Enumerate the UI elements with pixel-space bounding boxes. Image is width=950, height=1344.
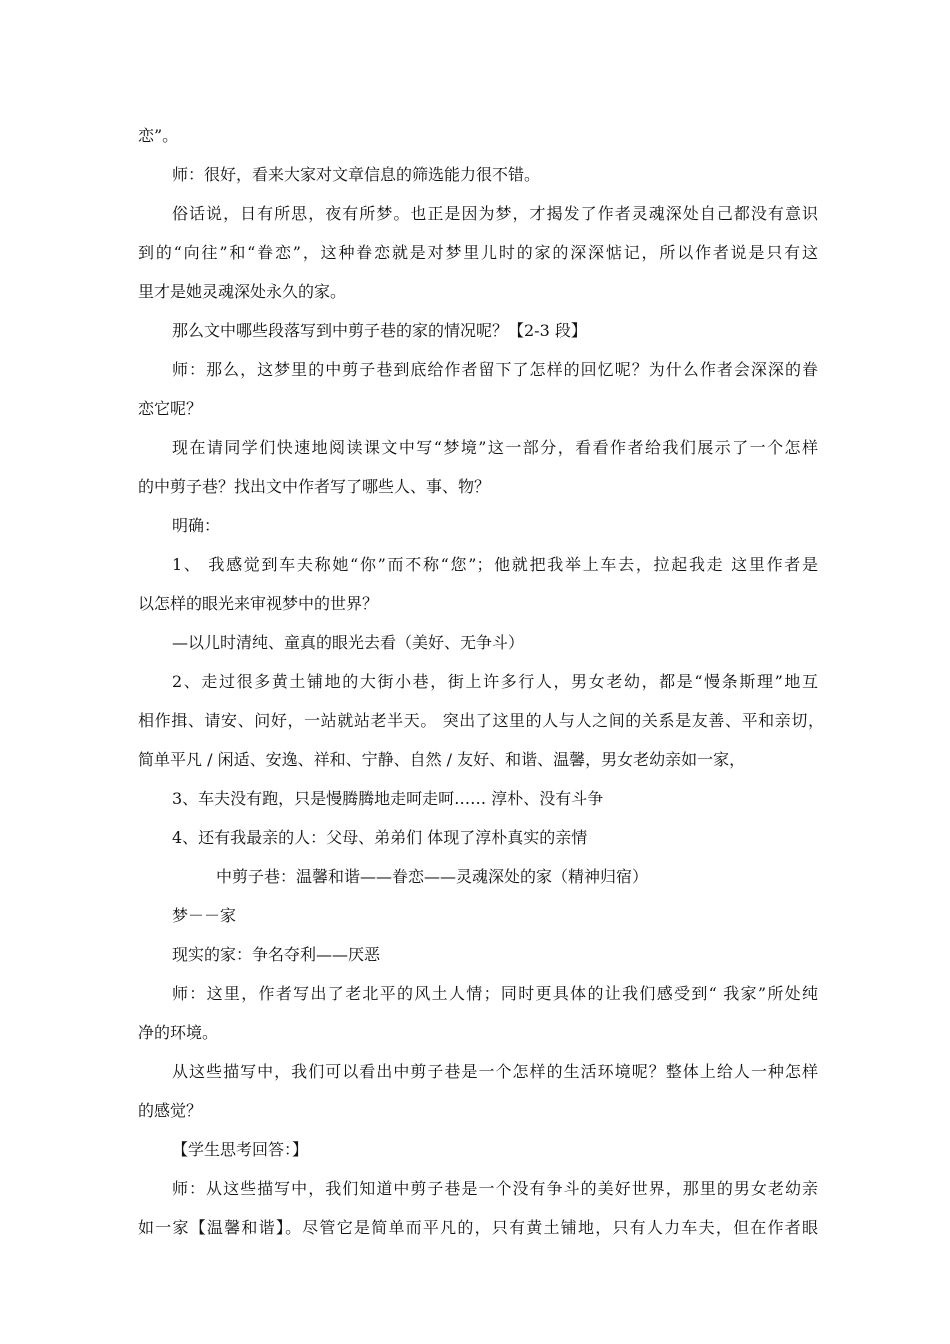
text-line: 相作揖、请安、问好，一站就站老半天。 突出了这里的人与人之间的关系是友善、平和亲切， bbox=[138, 711, 824, 730]
text-line: 以怎样的眼光来审视梦中的世界？ bbox=[138, 594, 379, 613]
text-line: 师：从这些描写中，我们知道中剪子巷是一个没有争斗的美好世界，那里的男女老幼亲 bbox=[172, 1179, 818, 1198]
text-line: 梦－－家 bbox=[172, 906, 237, 925]
text-line: 的中剪子巷？找出文中作者写了哪些人、事、物？ bbox=[138, 477, 491, 496]
text-line: 【学生思考回答：】 bbox=[172, 1140, 309, 1159]
text-line: 俗话说，日有所思，夜有所梦。也正是因为梦，才揭发了作者灵魂深处自己都没有意识 bbox=[172, 204, 818, 223]
text-line: 那么文中哪些段落写到中剪子巷的家的情况呢？【2-3 段】 bbox=[172, 321, 587, 340]
text-line: 净的环境。 bbox=[138, 1023, 219, 1042]
text-line: 现在请同学们快速地阅读课文中写“梦境”这一部分，看看作者给我们展示了一个怎样 bbox=[172, 438, 818, 457]
text-line: 恋它呢？ bbox=[138, 399, 203, 418]
text-line: 师：这里，作者写出了老北平的风土人情；同时更具体的让我们感受到“ 我家”所处纯 bbox=[172, 984, 818, 1003]
text-line: 3、车夫没有跑，只是慢腾腾地走呵走呵…… 淳朴、没有斗争 bbox=[172, 789, 604, 808]
text-line: 如一家【温馨和谐】。尽管它是简单而平凡的，只有黄土铺地，只有人力车夫，但在作者眼 bbox=[138, 1218, 818, 1237]
text-line: 恋”。 bbox=[138, 126, 179, 145]
text-line: 到的“向往”和“眷恋”，这种眷恋就是对梦里儿时的家的深深惦记，所以作者说是只有这 bbox=[138, 243, 818, 262]
text-line: 师：很好，看来大家对文章信息的筛选能力很不错。 bbox=[172, 165, 541, 184]
text-line: 里才是她灵魂深处永久的家。 bbox=[138, 282, 347, 301]
text-line: 4、还有我最亲的人：父母、弟弟们 体现了淳朴真实的亲情 bbox=[172, 828, 588, 847]
text-line: 1、 我感觉到车夫称她“你”而不称“您”；他就把我举上车去，拉起我走 这里作者是 bbox=[172, 555, 818, 574]
text-line: 明确： bbox=[172, 516, 221, 535]
text-line: 师：那么，这梦里的中剪子巷到底给作者留下了怎样的回忆呢？为什么作者会深深的眷 bbox=[172, 360, 818, 379]
text-line: 2、走过很多黄土铺地的大街小巷，街上许多行人，男女老幼，都是“慢条斯理”地互 bbox=[172, 672, 818, 691]
text-line: 中剪子巷：温馨和谐——眷恋——灵魂深处的家（精神归宿） bbox=[216, 867, 649, 886]
text-line: 的感觉？ bbox=[138, 1101, 203, 1120]
text-line: 从这些描写中，我们可以看出中剪子巷是一个怎样的生活环境呢？整体上给人一种怎样 bbox=[172, 1062, 818, 1081]
text-line: —以儿时清纯、童真的眼光去看（美好、无争斗） bbox=[172, 633, 525, 652]
text-line: 简单平凡 / 闲适、安逸、祥和、宁静、自然 / 友好、和谐、温馨，男女老幼亲如一家， bbox=[138, 750, 746, 769]
text-line: 现实的家：争名夺利——厌恶 bbox=[172, 945, 381, 964]
